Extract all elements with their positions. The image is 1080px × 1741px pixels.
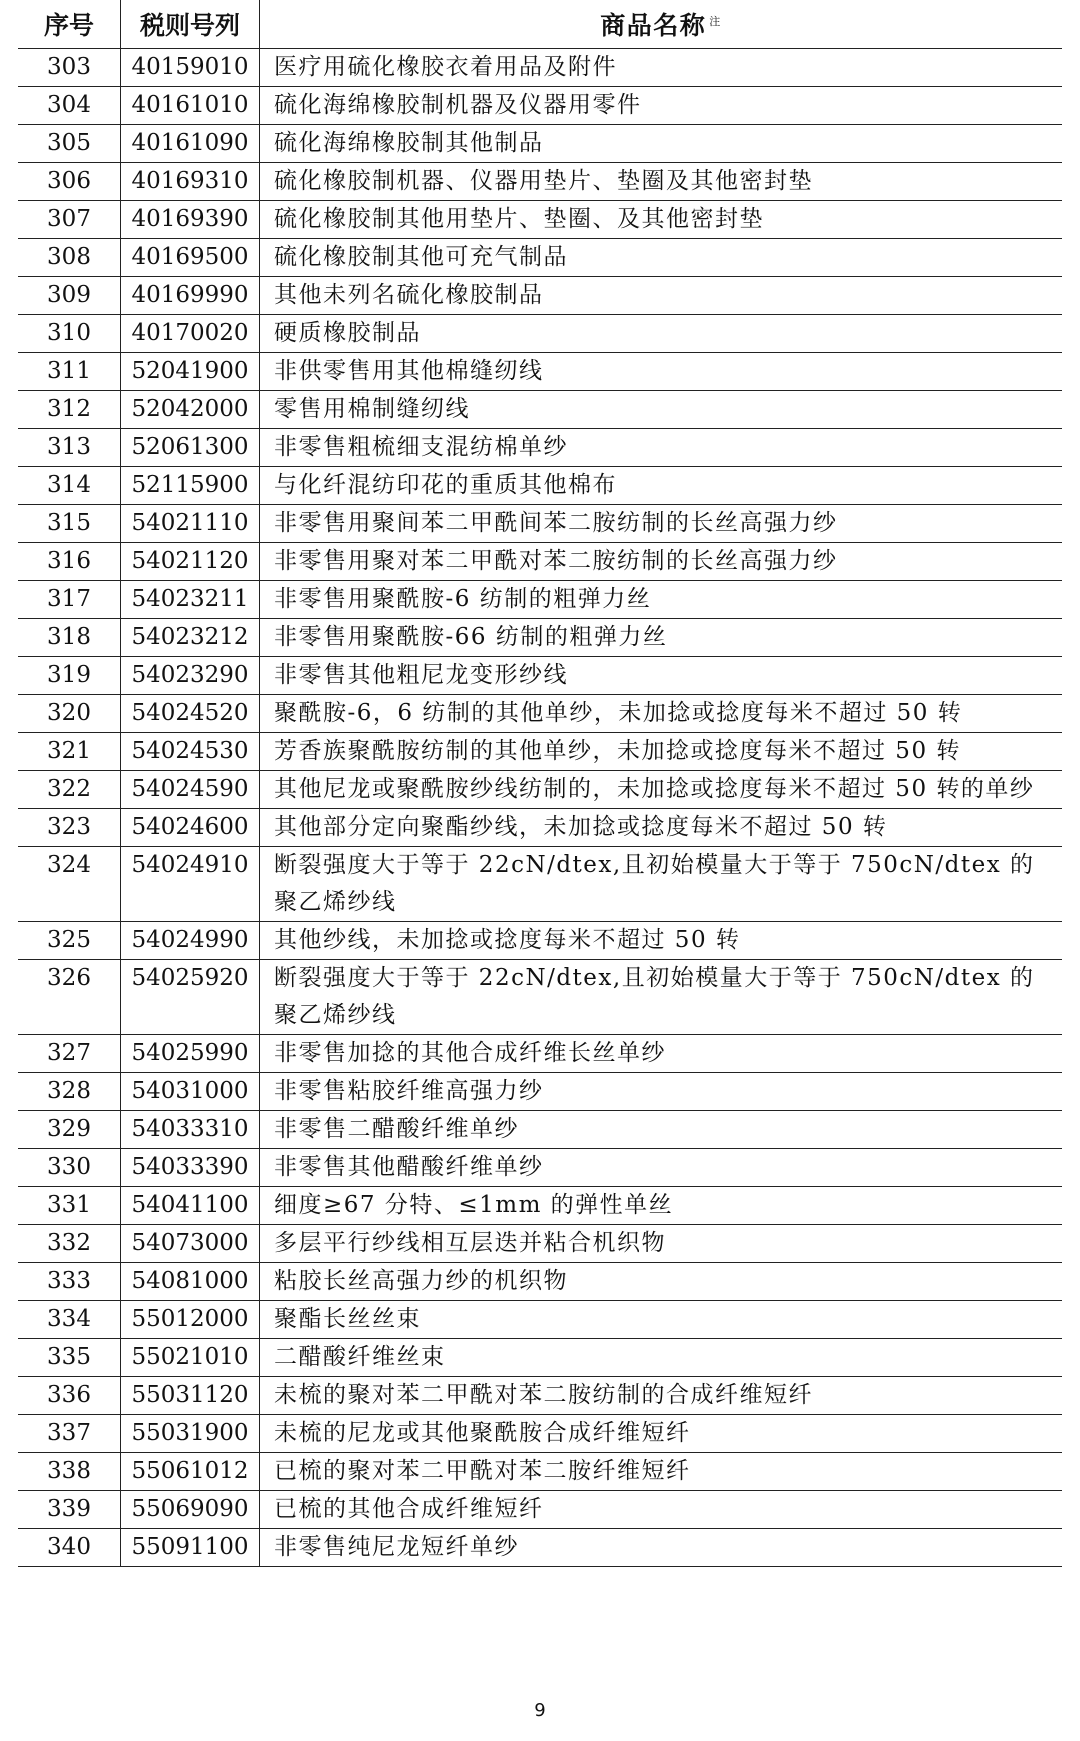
cell-product-name: 硬质橡胶制品 <box>260 315 1063 353</box>
cell-tariff-code: 40161010 <box>121 87 260 125</box>
cell-seq-no: 323 <box>18 809 121 847</box>
cell-tariff-code: 54025920 <box>121 960 260 1035</box>
header-tariff-code: 税则号列 <box>121 0 260 49</box>
table-row <box>18 315 1062 353</box>
table-row <box>18 1225 1062 1263</box>
table-row <box>18 1187 1062 1225</box>
cell-tariff-code: 40170020 <box>121 315 260 353</box>
cell-tariff-code: 54023211 <box>121 581 260 619</box>
table-row <box>18 163 1062 201</box>
table-row <box>18 1149 1062 1187</box>
table-row <box>18 1301 1062 1339</box>
cell-seq-no: 307 <box>18 201 121 239</box>
cell-seq-no: 329 <box>18 1111 121 1149</box>
table-row <box>18 809 1062 847</box>
page-number: 9 <box>534 1700 546 1721</box>
table-row <box>18 1453 1062 1491</box>
cell-seq-no: 318 <box>18 619 121 657</box>
cell-seq-no: 340 <box>18 1529 121 1567</box>
cell-tariff-code: 55012000 <box>121 1301 260 1339</box>
cell-tariff-code: 52115900 <box>121 467 260 505</box>
cell-product-name: 非零售加捻的其他合成纤维长丝单纱 <box>260 1035 1063 1073</box>
table-row <box>18 467 1062 505</box>
cell-product-name: 与化纤混纺印花的重质其他棉布 <box>260 467 1063 505</box>
header-seq-no: 序号 <box>18 0 121 49</box>
table-row <box>18 429 1062 467</box>
cell-tariff-code: 40159010 <box>121 49 260 87</box>
cell-tariff-code: 54023290 <box>121 657 260 695</box>
cell-seq-no: 336 <box>18 1377 121 1415</box>
cell-seq-no: 334 <box>18 1301 121 1339</box>
cell-tariff-code: 54081000 <box>121 1263 260 1301</box>
table-row <box>18 1377 1062 1415</box>
table-row <box>18 277 1062 315</box>
cell-seq-no: 331 <box>18 1187 121 1225</box>
cell-seq-no: 325 <box>18 922 121 960</box>
cell-product-name: 硫化海绵橡胶制其他制品 <box>260 125 1063 163</box>
cell-tariff-code: 54024520 <box>121 695 260 733</box>
header-product-name-label: 商品名称 <box>600 11 707 40</box>
cell-tariff-code: 55031120 <box>121 1377 260 1415</box>
cell-product-name: 非零售其他粗尼龙变形纱线 <box>260 657 1063 695</box>
cell-product-name: 硫化橡胶制机器、仪器用垫片、垫圈及其他密封垫 <box>260 163 1063 201</box>
cell-product-name: 非零售纯尼龙短纤单纱 <box>260 1529 1063 1567</box>
cell-product-name: 其他纱线，未加捻或捻度每米不超过 50 转 <box>260 922 1063 960</box>
cell-tariff-code: 52061300 <box>121 429 260 467</box>
cell-product-name: 未梳的尼龙或其他聚酰胺合成纤维短纤 <box>260 1415 1063 1453</box>
cell-product-name: 二醋酸纤维丝束 <box>260 1339 1063 1377</box>
cell-tariff-code: 54033310 <box>121 1111 260 1149</box>
cell-seq-no: 328 <box>18 1073 121 1111</box>
table-row <box>18 87 1062 125</box>
cell-tariff-code: 54021120 <box>121 543 260 581</box>
cell-product-name: 未梳的聚对苯二甲酰对苯二胺纺制的合成纤维短纤 <box>260 1377 1063 1415</box>
table-row <box>18 49 1062 87</box>
table-body <box>18 49 1062 1567</box>
cell-tariff-code: 54024600 <box>121 809 260 847</box>
cell-seq-no: 317 <box>18 581 121 619</box>
cell-seq-no: 309 <box>18 277 121 315</box>
table-row <box>18 847 1062 922</box>
cell-seq-no: 337 <box>18 1415 121 1453</box>
cell-seq-no: 314 <box>18 467 121 505</box>
cell-product-name: 聚酯长丝丝束 <box>260 1301 1063 1339</box>
cell-seq-no: 313 <box>18 429 121 467</box>
cell-product-name: 细度≥67 分特、≤1mm 的弹性单丝 <box>260 1187 1063 1225</box>
cell-product-name: 硫化橡胶制其他可充气制品 <box>260 239 1063 277</box>
cell-product-name: 非零售用聚对苯二甲酰对苯二胺纺制的长丝高强力纱 <box>260 543 1063 581</box>
cell-product-name: 非零售其他醋酸纤维单纱 <box>260 1149 1063 1187</box>
table-row <box>18 733 1062 771</box>
cell-product-name: 非零售用聚间苯二甲酰间苯二胺纺制的长丝高强力纱 <box>260 505 1063 543</box>
table-row <box>18 543 1062 581</box>
cell-product-name: 断裂强度大于等于 22cN/dtex,且初始模量大于等于 750cN/dtex 的聚乙烯纱线 <box>260 847 1063 922</box>
note-mark: 注 <box>709 14 722 28</box>
cell-product-name: 聚酰胺-6，6 纺制的其他单纱，未加捻或捻度每米不超过 50 转 <box>260 695 1063 733</box>
cell-seq-no: 320 <box>18 695 121 733</box>
cell-seq-no: 338 <box>18 1453 121 1491</box>
cell-tariff-code: 54023212 <box>121 619 260 657</box>
table-row <box>18 1111 1062 1149</box>
cell-product-name: 非零售用聚酰胺-6 纺制的粗弹力丝 <box>260 581 1063 619</box>
table-row <box>18 1339 1062 1377</box>
cell-seq-no: 333 <box>18 1263 121 1301</box>
table-row <box>18 1073 1062 1111</box>
cell-seq-no: 315 <box>18 505 121 543</box>
table-row <box>18 960 1062 1035</box>
cell-seq-no: 327 <box>18 1035 121 1073</box>
cell-seq-no: 321 <box>18 733 121 771</box>
cell-tariff-code: 54024910 <box>121 847 260 922</box>
table-row <box>18 505 1062 543</box>
cell-tariff-code: 55061012 <box>121 1453 260 1491</box>
cell-seq-no: 316 <box>18 543 121 581</box>
cell-tariff-code: 54073000 <box>121 1225 260 1263</box>
table-row <box>18 239 1062 277</box>
cell-seq-no: 310 <box>18 315 121 353</box>
cell-product-name: 其他尼龙或聚酰胺纱线纺制的，未加捻或捻度每米不超过 50 转的单纱 <box>260 771 1063 809</box>
cell-product-name: 粘胶长丝高强力纱的机织物 <box>260 1263 1063 1301</box>
table-row <box>18 657 1062 695</box>
table-row <box>18 1529 1062 1567</box>
cell-tariff-code: 54031000 <box>121 1073 260 1111</box>
cell-seq-no: 303 <box>18 49 121 87</box>
cell-seq-no: 339 <box>18 1491 121 1529</box>
cell-tariff-code: 54025990 <box>121 1035 260 1073</box>
table-row <box>18 1263 1062 1301</box>
table-row <box>18 353 1062 391</box>
cell-tariff-code: 40169500 <box>121 239 260 277</box>
cell-tariff-code: 52041900 <box>121 353 260 391</box>
cell-seq-no: 319 <box>18 657 121 695</box>
cell-tariff-code: 54033390 <box>121 1149 260 1187</box>
table-row <box>18 619 1062 657</box>
cell-product-name: 非零售粘胶纤维高强力纱 <box>260 1073 1063 1111</box>
cell-seq-no: 308 <box>18 239 121 277</box>
table-row <box>18 771 1062 809</box>
cell-product-name: 零售用棉制缝纫线 <box>260 391 1063 429</box>
cell-product-name: 其他未列名硫化橡胶制品 <box>260 277 1063 315</box>
cell-tariff-code: 54021110 <box>121 505 260 543</box>
cell-product-name: 已梳的其他合成纤维短纤 <box>260 1491 1063 1529</box>
cell-tariff-code: 55021010 <box>121 1339 260 1377</box>
cell-seq-no: 330 <box>18 1149 121 1187</box>
cell-seq-no: 335 <box>18 1339 121 1377</box>
cell-product-name: 硫化海绵橡胶制机器及仪器用零件 <box>260 87 1063 125</box>
cell-tariff-code: 55031900 <box>121 1415 260 1453</box>
cell-seq-no: 305 <box>18 125 121 163</box>
table-row <box>18 1035 1062 1073</box>
cell-tariff-code: 54024530 <box>121 733 260 771</box>
cell-seq-no: 312 <box>18 391 121 429</box>
cell-seq-no: 332 <box>18 1225 121 1263</box>
header-product-name <box>260 0 1063 49</box>
table-row <box>18 391 1062 429</box>
table-row <box>18 1491 1062 1529</box>
cell-seq-no: 324 <box>18 847 121 922</box>
cell-product-name: 医疗用硫化橡胶衣着用品及附件 <box>260 49 1063 87</box>
table-row <box>18 922 1062 960</box>
cell-product-name: 已梳的聚对苯二甲酰对苯二胺纤维短纤 <box>260 1453 1063 1491</box>
table-row <box>18 201 1062 239</box>
table-row <box>18 581 1062 619</box>
cell-product-name: 芳香族聚酰胺纺制的其他单纱，未加捻或捻度每米不超过 50 转 <box>260 733 1063 771</box>
table-header-row <box>18 0 1062 49</box>
table-row <box>18 1415 1062 1453</box>
cell-tariff-code: 54041100 <box>121 1187 260 1225</box>
cell-product-name: 多层平行纱线相互层迭并粘合机织物 <box>260 1225 1063 1263</box>
cell-seq-no: 322 <box>18 771 121 809</box>
cell-seq-no: 304 <box>18 87 121 125</box>
table-row <box>18 125 1062 163</box>
cell-product-name: 其他部分定向聚酯纱线，未加捻或捻度每米不超过 50 转 <box>260 809 1063 847</box>
cell-product-name: 断裂强度大于等于 22cN/dtex,且初始模量大于等于 750cN/dtex 的聚乙烯纱线 <box>260 960 1063 1035</box>
cell-tariff-code: 52042000 <box>121 391 260 429</box>
table-row <box>18 695 1062 733</box>
cell-seq-no: 311 <box>18 353 121 391</box>
cell-tariff-code: 40169990 <box>121 277 260 315</box>
cell-tariff-code: 40169390 <box>121 201 260 239</box>
cell-seq-no: 326 <box>18 960 121 1035</box>
cell-tariff-code: 40161090 <box>121 125 260 163</box>
cell-tariff-code: 54024990 <box>121 922 260 960</box>
cell-product-name: 非零售用聚酰胺-66 纺制的粗弹力丝 <box>260 619 1063 657</box>
cell-product-name: 非零售粗梳细支混纺棉单纱 <box>260 429 1063 467</box>
cell-product-name: 非供零售用其他棉缝纫线 <box>260 353 1063 391</box>
cell-tariff-code: 40169310 <box>121 163 260 201</box>
tariff-table <box>18 0 1062 1567</box>
cell-tariff-code: 54024590 <box>121 771 260 809</box>
cell-tariff-code: 55069090 <box>121 1491 260 1529</box>
cell-seq-no: 306 <box>18 163 121 201</box>
cell-product-name: 硫化橡胶制其他用垫片、垫圈、及其他密封垫 <box>260 201 1063 239</box>
cell-tariff-code: 55091100 <box>121 1529 260 1567</box>
cell-product-name: 非零售二醋酸纤维单纱 <box>260 1111 1063 1149</box>
